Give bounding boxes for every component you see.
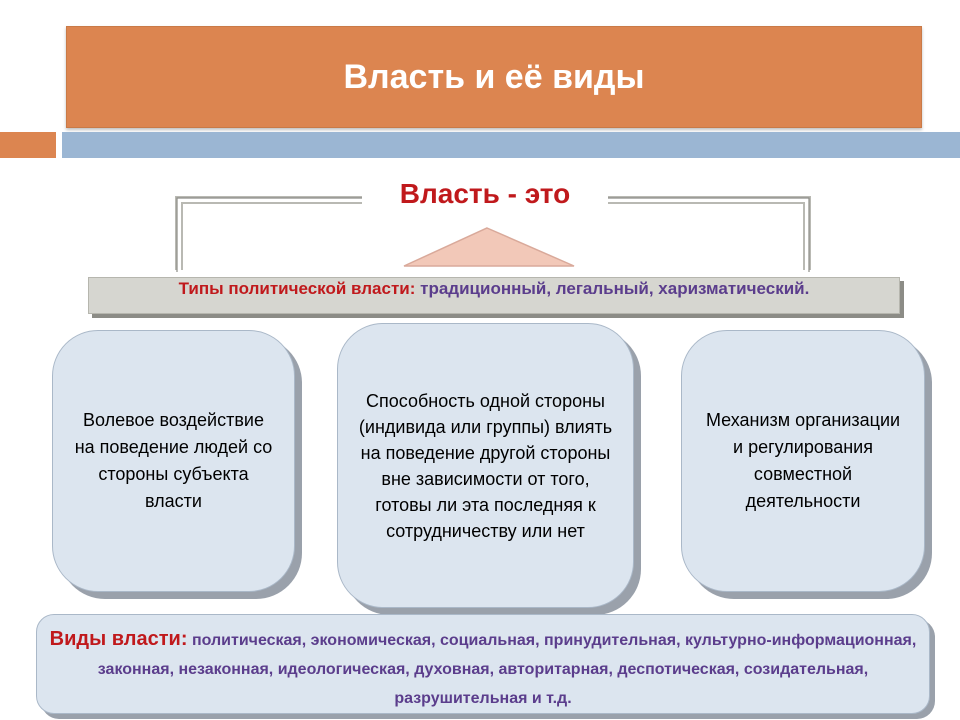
definition-bubble-left [52,330,295,592]
definition-right-text: Механизм организации и регулирования совместной деятельности [705,410,901,511]
power-types-label: Типы политической власти: [178,279,416,298]
connector-right-inner [605,203,804,270]
triangle-marker [404,228,574,266]
page-title: Власть и её виды [343,57,645,96]
power-kinds-value: политическая, экономическая, социальная, принудительная, культурно-информационная, законная, незаконная, идеологическая, духовная, авторитарная, деспотическая, созидательная, разрушительная и т.д. [97,632,917,707]
definition-bubble-right [681,330,925,592]
connector-right [605,197,810,270]
section-heading: Власть - это [362,178,608,210]
connector-left-inner [182,203,370,270]
connector-left [176,197,370,270]
power-types-value: традиционный, легальный, харизматический. [420,279,810,298]
definition-bubble-center [337,323,634,608]
definition-left-text: Волевое воздействие на поведение людей со стороны субъекта власти [74,410,273,511]
power-kinds-label: Виды власти: [49,628,188,650]
power-types-bar [88,277,900,314]
definition-center-text: Способность одной стороны (индивида или группы) влиять на поведение другой стороны вне зависимости от того, готовы ли эта последняя к сотрудничеству или нет [358,390,613,541]
power-kinds-box [36,614,930,714]
